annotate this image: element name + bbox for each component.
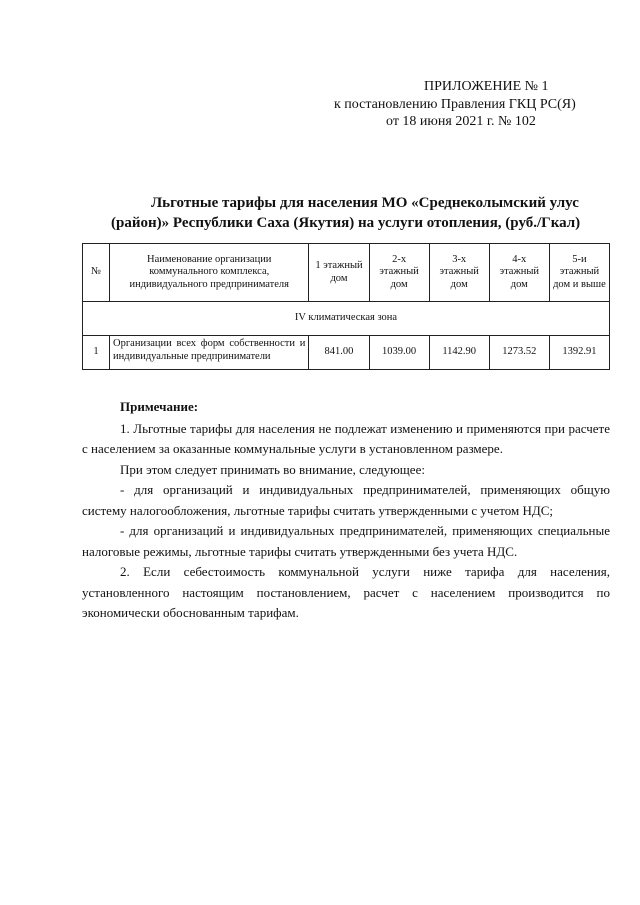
row-value-4-floor: 1273.52 (489, 336, 549, 370)
climate-zone-label: IV климатическая зона (83, 302, 610, 336)
row-organization: Организации всех форм собственности и индивидуальные предприниматели (110, 336, 309, 370)
appendix-header (330, 78, 615, 131)
header-organization: Наименование организации коммунального комплекса, индивидуального предпринимателя (110, 244, 309, 302)
note-paragraph-5: 2. Если себестоимость коммунальной услуги ниже тарифа для населения, установленного настоящим постановлением, расчет с населением производится по экономически обоснованным тарифам. (82, 564, 610, 620)
row-value-5-floor: 1392.91 (549, 336, 609, 370)
header-2-floor: 2-х этажный дом (369, 244, 429, 302)
document-title (100, 193, 630, 233)
tariff-table (82, 243, 610, 370)
header-1-floor: 1 этажный дом (309, 244, 369, 302)
climate-zone-row (83, 302, 610, 336)
header-4-floor: 4-х этажный дом (489, 244, 549, 302)
header-number: № (83, 244, 110, 302)
header-5-floor: 5-и этажный дом и выше (549, 244, 609, 302)
appendix-resolution: к постановлению Правления ГКЦ РС(Я) (334, 96, 576, 112)
table-header-row (83, 244, 610, 302)
table-row (83, 336, 610, 370)
notes-title: Примечание: (120, 399, 199, 414)
title-line-2: (район)» Республики Саха (Якутия) на услуги отопления, (руб./Гкал) (111, 215, 581, 231)
row-value-2-floor: 1039.00 (369, 336, 429, 370)
note-paragraph-2: При этом следует принимать во внимание, следующее: (120, 461, 425, 477)
note-paragraph-3: - для организаций и индивидуальных предпринимателей, применяющих общую систему налогообложения, льготные тарифы считать утвержденными с учетом НДС; (82, 482, 610, 518)
row-value-1-floor: 841.00 (309, 336, 369, 370)
note-paragraph-1: 1. Льготные тарифы для населения не подлежат изменению и применяются при расчете с населением за оказанные коммунальные услуги в установленном размере. (82, 420, 610, 456)
note-paragraph-4: - для организаций и индивидуальных предпринимателей, применяющих специальные налоговые режимы, льготные тарифы считать утвержденными без учета НДС. (82, 523, 610, 559)
row-value-3-floor: 1142.90 (429, 336, 489, 370)
title-line-1: Льготные тарифы для населения МО «Среднеколымский улус (151, 195, 579, 211)
appendix-date: от 18 июня 2021 г. № 102 (386, 114, 536, 129)
notes-section (82, 397, 610, 624)
row-number: 1 (83, 336, 110, 370)
appendix-number: ПРИЛОЖЕНИЕ № 1 (424, 79, 549, 94)
header-3-floor: 3-х этажный дом (429, 244, 489, 302)
